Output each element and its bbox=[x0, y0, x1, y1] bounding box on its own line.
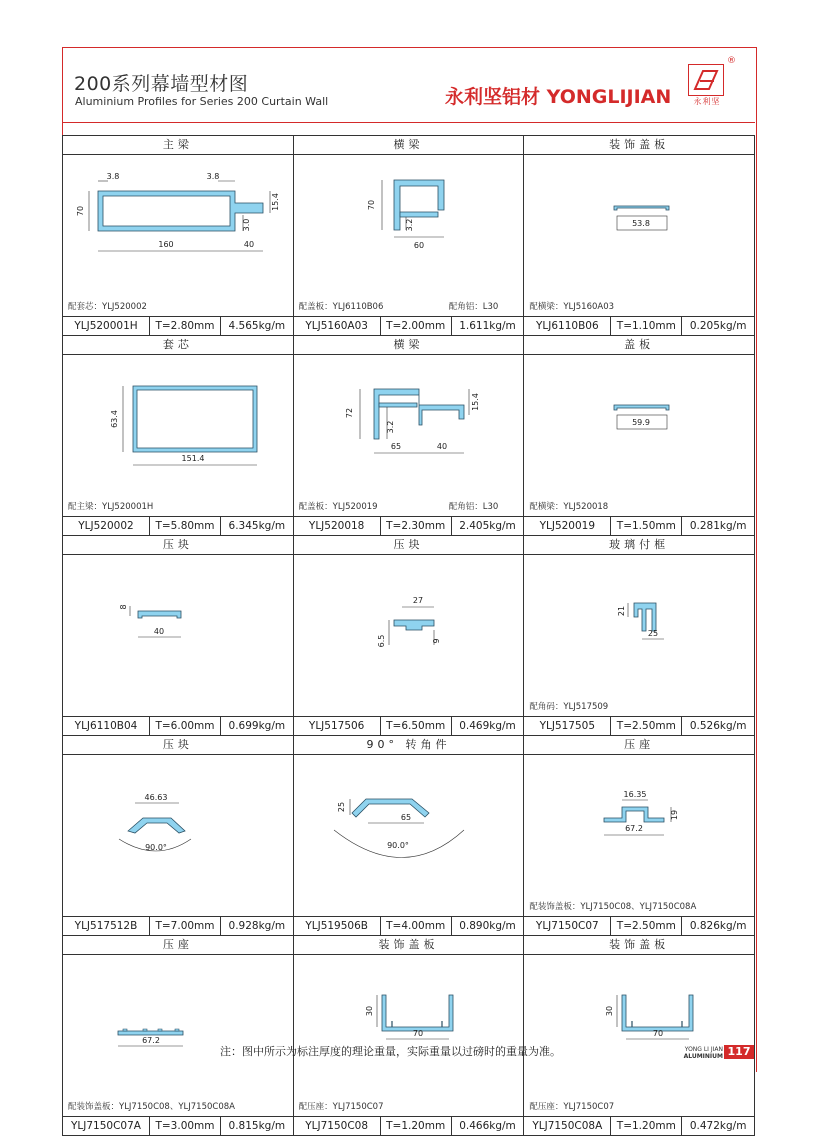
dimension-label: 67.2 bbox=[142, 1036, 160, 1045]
profile-title: 主梁 bbox=[63, 136, 293, 155]
profile-cell bbox=[524, 536, 755, 717]
profile-thickness: T=2.30mm bbox=[381, 517, 452, 535]
page-title: 200系列幕墙型材图 bbox=[74, 73, 249, 95]
profile-code: YLJ520018 bbox=[294, 517, 381, 535]
dimension-label: 70 bbox=[412, 1029, 423, 1038]
spec-row bbox=[63, 317, 755, 336]
profile-weight: 1.611kg/m bbox=[459, 320, 516, 332]
dimension-label: 65 bbox=[400, 813, 411, 822]
profile-weight: 0.890kg/m bbox=[459, 920, 516, 932]
profile-cell bbox=[293, 336, 524, 517]
profile-drawing bbox=[294, 955, 524, 1116]
brand-logo bbox=[688, 56, 736, 110]
profile-diagram bbox=[63, 955, 293, 1116]
dimension-label: 67.2 bbox=[625, 824, 644, 833]
profile-drawing bbox=[294, 755, 524, 916]
spec-cell bbox=[63, 917, 294, 936]
profile-thickness: T=6.50mm bbox=[381, 717, 452, 735]
profile-weight: 6.345kg/m bbox=[228, 520, 286, 532]
profile-note: 配套芯：YLJ520002 bbox=[68, 302, 147, 312]
profile-diagram bbox=[294, 955, 524, 1116]
profile-weight: 0.469kg/m bbox=[459, 720, 516, 732]
profile-title: 装饰盖板 bbox=[524, 136, 754, 155]
profile-code: YLJ520019 bbox=[524, 517, 611, 535]
profile-title: 横梁 bbox=[294, 136, 524, 155]
profile-diagram bbox=[63, 555, 293, 716]
page-number: 117 bbox=[724, 1045, 754, 1059]
dimension-label: 160 bbox=[158, 240, 174, 249]
profile-code: YLJ7150C07 bbox=[524, 917, 611, 935]
profile-drawing bbox=[294, 155, 524, 316]
dimension-label: 25 bbox=[648, 629, 659, 638]
spec-cell bbox=[524, 1117, 755, 1136]
spec-cell bbox=[63, 317, 294, 336]
dimension-label: 53.8 bbox=[632, 219, 651, 228]
profile-title: 横梁 bbox=[294, 336, 524, 355]
dimension-label: 21 bbox=[617, 605, 627, 617]
profile-diagram bbox=[63, 755, 293, 916]
dimension-label: 70 bbox=[366, 199, 376, 211]
profile-drawing bbox=[524, 955, 754, 1116]
profile-diagram bbox=[524, 355, 754, 516]
profile-weight: 0.826kg/m bbox=[689, 920, 747, 932]
spec-cell bbox=[63, 517, 294, 536]
dimension-label: 9 bbox=[431, 638, 441, 644]
profile-cell bbox=[63, 336, 294, 517]
spec-cell bbox=[293, 717, 524, 736]
profile-weight: 0.526kg/m bbox=[689, 720, 747, 732]
profile-weight: 2.405kg/m bbox=[459, 520, 516, 532]
profile-thickness: T=1.20mm bbox=[611, 1117, 682, 1135]
profile-thickness: T=6.00mm bbox=[150, 717, 221, 735]
profile-title: 压块 bbox=[294, 536, 524, 555]
profile-drawing bbox=[63, 555, 293, 716]
profile-cell bbox=[524, 736, 755, 917]
dimension-label: 30 bbox=[605, 1005, 615, 1017]
dimension-label: 40 bbox=[153, 627, 165, 636]
dimension-label: 15.4 bbox=[470, 393, 480, 411]
profile-diagram bbox=[63, 155, 293, 316]
spec-cell bbox=[63, 717, 294, 736]
spec-cell bbox=[293, 517, 524, 536]
profile-code: YLJ5160A03 bbox=[294, 317, 381, 335]
profile-code: YLJ517505 bbox=[524, 717, 611, 735]
profile-diagram bbox=[524, 955, 754, 1116]
dimension-label: 6.5 bbox=[376, 634, 386, 648]
dimension-label: 72 bbox=[344, 407, 354, 419]
profile-note: 配角码：YLJ517509 bbox=[529, 702, 609, 712]
profile-code: YLJ6110B04 bbox=[63, 717, 150, 735]
profile-code: YLJ7150C08A bbox=[524, 1117, 611, 1135]
spec-cell bbox=[63, 1117, 294, 1136]
profile-drawing bbox=[294, 355, 524, 516]
profile-note-secondary: 配角铝：L30 bbox=[448, 502, 499, 512]
dimension-label: 151.4 bbox=[181, 454, 205, 463]
profile-code: YLJ6110B06 bbox=[524, 317, 611, 335]
profile-thickness: T=1.50mm bbox=[611, 517, 682, 535]
brand-name: 永利坚铝材 YONGLIJIAN bbox=[445, 86, 672, 108]
profile-code: YLJ520002 bbox=[63, 517, 150, 535]
profile-row bbox=[63, 136, 755, 317]
profile-weight: 0.472kg/m bbox=[689, 1120, 747, 1132]
profile-drawing bbox=[294, 555, 524, 716]
dimension-label: 90.0° bbox=[386, 841, 409, 850]
profile-note: 配盖板：YLJ520019 bbox=[298, 502, 378, 512]
spec-cell bbox=[293, 1117, 524, 1136]
page-brand-label: YONG LI JIAN ALUMINIUM bbox=[683, 1046, 723, 1060]
profile-diagram bbox=[294, 755, 524, 916]
logo-text: 永利坚 bbox=[693, 97, 721, 106]
profile-cell bbox=[293, 536, 524, 717]
profile-thickness: T=2.80mm bbox=[150, 317, 221, 335]
spec-cell bbox=[524, 317, 755, 336]
profile-cell bbox=[63, 136, 294, 317]
profile-diagram bbox=[294, 355, 524, 516]
profile-note: 配装饰盖板：YLJ7150C08、YLJ7150C08A bbox=[529, 902, 697, 912]
profile-code: YLJ7150C08 bbox=[294, 1117, 381, 1135]
dimension-label: 40 bbox=[243, 240, 255, 249]
dimension-label: 70 bbox=[653, 1029, 664, 1038]
dimension-label: 3.2 bbox=[385, 420, 395, 434]
profile-note: 配横梁：YLJ520018 bbox=[529, 502, 609, 512]
profile-cell bbox=[63, 936, 294, 1117]
profile-code: YLJ517512B bbox=[63, 917, 150, 935]
header-divider bbox=[62, 122, 755, 123]
profile-weight: 0.699kg/m bbox=[228, 720, 286, 732]
profile-diagram bbox=[524, 555, 754, 716]
profile-weight: 0.281kg/m bbox=[689, 520, 747, 532]
profile-drawing bbox=[524, 755, 754, 916]
profile-note: 配装饰盖板：YLJ7150C08、YLJ7150C08A bbox=[68, 1102, 235, 1112]
profile-title: 装饰盖板 bbox=[524, 936, 754, 955]
dimension-label: 65 bbox=[390, 442, 401, 451]
profile-row bbox=[63, 336, 755, 517]
profile-diagram bbox=[63, 355, 293, 516]
dimension-label: 60 bbox=[413, 241, 424, 250]
profile-table bbox=[62, 135, 755, 1136]
dimension-label: 3.8 bbox=[106, 172, 120, 181]
dimension-label: 70 bbox=[76, 205, 85, 217]
profile-weight: 0.205kg/m bbox=[689, 320, 747, 332]
dimension-label: 16.35 bbox=[623, 790, 647, 799]
profile-code: YLJ7150C07A bbox=[63, 1117, 150, 1135]
profile-title: 压块 bbox=[63, 536, 293, 555]
profile-title: 90° 转角件 bbox=[294, 736, 524, 755]
profile-drawing bbox=[524, 155, 754, 316]
dimension-label: 40 bbox=[436, 442, 447, 451]
profile-note: 配主梁：YLJ520001H bbox=[68, 502, 154, 512]
footer-note: 注：图中所示为标注厚度的理论重量，实际重量以过磅时的重量为准。 bbox=[220, 1045, 561, 1058]
profile-row bbox=[63, 736, 755, 917]
profile-thickness: T=2.50mm bbox=[611, 917, 682, 935]
profile-thickness: T=1.10mm bbox=[611, 317, 682, 335]
dimension-label: 90.0° bbox=[145, 843, 167, 852]
dimension-label: 3.8 bbox=[206, 172, 220, 181]
dimension-label: 15.4 bbox=[271, 193, 280, 211]
profile-code: YLJ519506B bbox=[294, 917, 381, 935]
profile-thickness: T=7.00mm bbox=[150, 917, 221, 935]
profile-weight: 0.928kg/m bbox=[228, 920, 286, 932]
logo-mark-icon bbox=[688, 64, 724, 96]
profile-drawing bbox=[524, 555, 754, 716]
profile-title: 装饰盖板 bbox=[294, 936, 524, 955]
spec-row bbox=[63, 517, 755, 536]
dimension-label: 3.2 bbox=[404, 218, 414, 232]
dimension-label: 25 bbox=[336, 801, 346, 813]
profile-note-secondary: 配角铝：L30 bbox=[448, 302, 499, 312]
dimension-label: 63.4 bbox=[110, 410, 119, 428]
spec-cell bbox=[524, 517, 755, 536]
dimension-label: 30 bbox=[364, 1005, 374, 1017]
profile-cell bbox=[293, 136, 524, 317]
profile-thickness: T=4.00mm bbox=[381, 917, 452, 935]
profile-title: 套芯 bbox=[63, 336, 293, 355]
profile-cell bbox=[63, 536, 294, 717]
dimension-label: 3.0 bbox=[242, 218, 251, 232]
profile-thickness: T=1.20mm bbox=[381, 1117, 452, 1135]
spec-row bbox=[63, 917, 755, 936]
profile-code: YLJ517506 bbox=[294, 717, 381, 735]
profile-diagram bbox=[524, 155, 754, 316]
profile-thickness: T=3.00mm bbox=[150, 1117, 221, 1135]
profile-weight: 4.565kg/m bbox=[228, 320, 286, 332]
dimension-label: 19 bbox=[670, 809, 680, 821]
dimension-label: 27 bbox=[412, 596, 423, 605]
spec-cell bbox=[524, 717, 755, 736]
profile-title: 盖板 bbox=[524, 336, 754, 355]
profile-diagram bbox=[294, 155, 524, 316]
spec-row bbox=[63, 1117, 755, 1136]
profile-drawing bbox=[63, 955, 293, 1116]
profile-title: 压座 bbox=[524, 736, 754, 755]
profile-drawing bbox=[63, 755, 293, 916]
profile-code: YLJ520001H bbox=[63, 317, 150, 335]
profile-thickness: T=5.80mm bbox=[150, 517, 221, 535]
profile-drawing bbox=[524, 355, 754, 516]
profile-cell bbox=[524, 936, 755, 1117]
profile-diagram bbox=[294, 555, 524, 716]
profile-thickness: T=2.50mm bbox=[611, 717, 682, 735]
profile-note: 配压座：YLJ7150C07 bbox=[298, 1102, 384, 1112]
profile-note: 配盖板：YLJ6110B06 bbox=[298, 302, 384, 312]
profile-title: 玻璃付框 bbox=[524, 536, 754, 555]
spec-cell bbox=[524, 917, 755, 936]
profile-row bbox=[63, 536, 755, 717]
profile-row bbox=[63, 936, 755, 1117]
page-subtitle: Aluminium Profiles for Series 200 Curtain Wall bbox=[75, 95, 329, 108]
profile-cell bbox=[524, 336, 755, 517]
profile-diagram bbox=[524, 755, 754, 916]
profile-cell bbox=[524, 136, 755, 317]
profile-title: 压块 bbox=[63, 736, 293, 755]
profile-weight: 0.815kg/m bbox=[228, 1120, 286, 1132]
profile-cell bbox=[293, 936, 524, 1117]
spec-row bbox=[63, 717, 755, 736]
profile-note: 配横梁：YLJ5160A03 bbox=[529, 302, 615, 312]
profile-drawing bbox=[63, 355, 293, 516]
dimension-label: 59.9 bbox=[632, 418, 651, 427]
profile-note: 配压座：YLJ7150C07 bbox=[529, 1102, 615, 1112]
profile-cell bbox=[63, 736, 294, 917]
registered-mark: ® bbox=[727, 56, 736, 66]
dimension-label: 46.63 bbox=[144, 793, 168, 802]
profile-drawing bbox=[63, 155, 293, 316]
spec-cell bbox=[293, 917, 524, 936]
profile-title: 压座 bbox=[63, 936, 293, 955]
profile-weight: 0.466kg/m bbox=[459, 1120, 516, 1132]
profile-cell bbox=[293, 736, 524, 917]
dimension-label: 8 bbox=[119, 604, 128, 610]
profile-thickness: T=2.00mm bbox=[381, 317, 452, 335]
spec-cell bbox=[293, 317, 524, 336]
